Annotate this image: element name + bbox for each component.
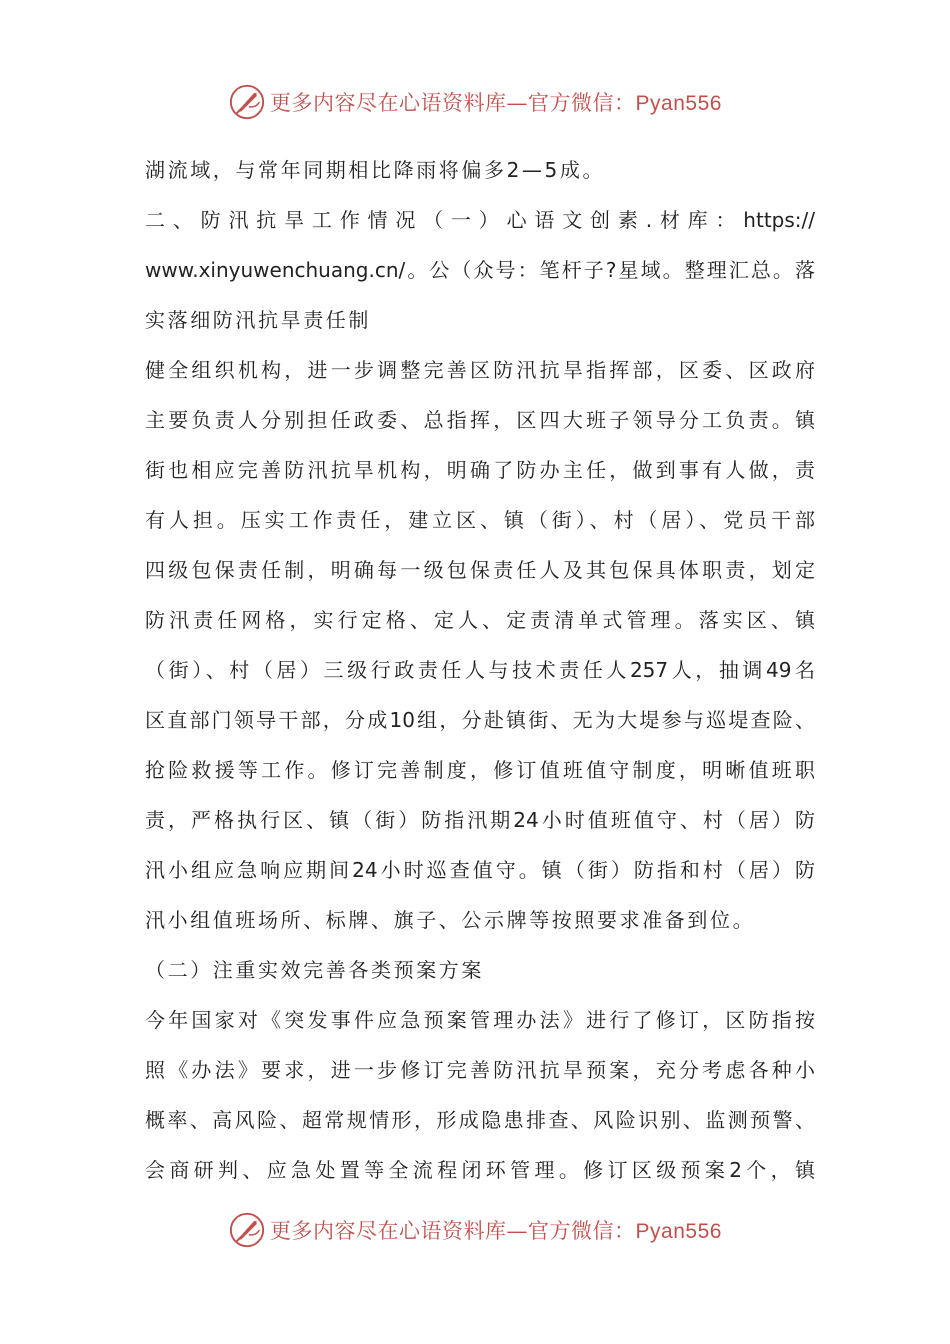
watermark-footer (0, 1210, 950, 1250)
text-line: 抢险救援等工作。修订完善制度，修订值班值守制度，明晰值班职 (145, 758, 815, 782)
section-heading: （二）注重实效完善各类预案方案 (145, 958, 484, 982)
text-line: 责，严格执行区、镇（街）防指汛期24小时值班值守、村（居）防 (145, 808, 815, 832)
text-line: 今年国家对《突发事件应急预案管理办法》进行了修订，区防指按 (145, 1008, 815, 1032)
text-line: 汛小组应急响应期间24小时巡查值守。镇（街）防指和村（居）防 (145, 858, 815, 882)
text-line: 汛小组值班场所、标牌、旗子、公示牌等按照要求准备到位。 (145, 908, 756, 932)
text-line: 照《办法》要求，进一步修订完善防汛抗旱预案，充分考虑各种小 (145, 1058, 815, 1082)
text-line: 二、防汛抗旱工作情况（一）心语文创素.材库：https:// (145, 208, 815, 232)
text-line: 有人担。压实工作责任，建立区、镇（街）、村（居）、党员干部 (145, 508, 815, 532)
text-line: 会商研判、应急处置等全流程闭环管理。修订区级预案2个，镇 (145, 1158, 815, 1182)
quill-logo-icon (228, 83, 266, 121)
text-line: www.xinyuwenchuang.cn/。公（众号：笔杆子?星域。整理汇总。落 (145, 258, 815, 282)
quill-logo-icon (228, 1211, 266, 1249)
text-line: 防汛责任网格，实行定格、定人、定责清单式管理。落实区、镇 (145, 608, 815, 632)
watermark-header (0, 82, 950, 122)
text-line: 四级包保责任制，明确每一级包保责任人及其包保具体职责，划定 (145, 558, 815, 582)
text-line: （街）、村（居）三级行政责任人与技术责任人257人，抽调49名 (145, 658, 815, 682)
text-line: 概率、高风险、超常规情形，形成隐患排查、风险识别、监测预警、 (145, 1108, 815, 1132)
watermark-label: 更多内容尽在心语资料库—官方微信： (270, 91, 636, 115)
text-line: 街也相应完善防汛抗旱机构，明确了防办主任，做到事有人做，责 (145, 458, 815, 482)
watermark-wechat-id: Pyan556 (635, 1220, 722, 1243)
text-line: 湖流域，与常年同期相比降雨将偏多2—5成。 (145, 158, 606, 182)
text-line: 实落细防汛抗旱责任制 (145, 308, 371, 332)
watermark-wechat-id: Pyan556 (635, 92, 722, 115)
text-line: 健全组织机构，进一步调整完善区防汛抗旱指挥部，区委、区政府 (145, 358, 815, 382)
text-line: 区直部门领导干部，分成10组，分赴镇街、无为大堤参与巡堤查险、 (145, 708, 815, 732)
text-line: 主要负责人分别担任政委、总指挥，区四大班子领导分工负责。镇 (145, 408, 815, 432)
watermark-label: 更多内容尽在心语资料库—官方微信： (270, 1219, 636, 1243)
document-body (145, 148, 815, 1198)
